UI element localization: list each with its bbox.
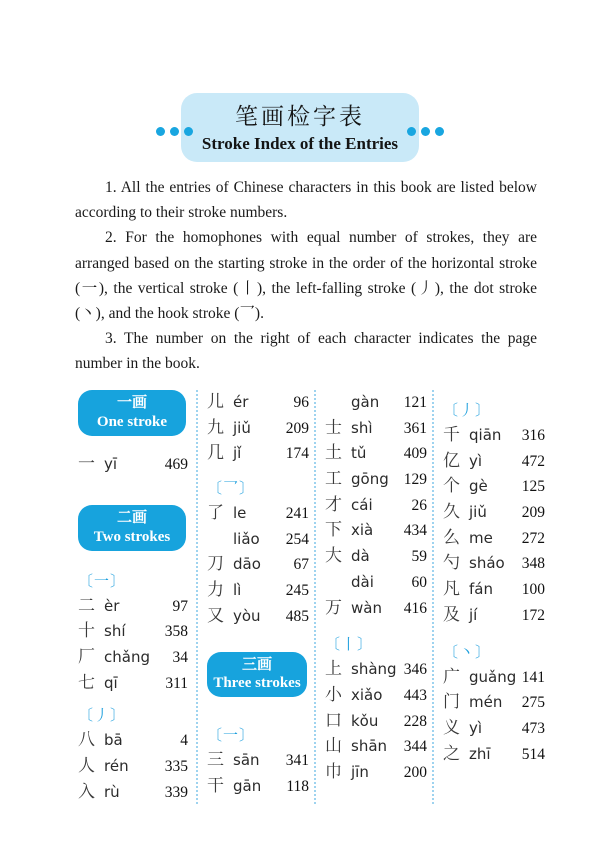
index-column-3 (314, 390, 432, 804)
index-entry (207, 748, 309, 774)
entry-pinyin: liǎo (233, 529, 260, 548)
entry-pinyin: yī (104, 454, 118, 473)
index-entry (443, 423, 545, 449)
entry-page-number: 272 (521, 529, 545, 547)
entry-pinyin: gàn (351, 393, 380, 411)
entry-page-number: 344 (403, 738, 427, 756)
entry-character: 入 (78, 781, 95, 802)
entry-pinyin: jiǔ (469, 503, 487, 522)
entry-page-number: 59 (411, 548, 427, 566)
entry-page-number: 96 (293, 394, 309, 411)
entry-page-number: 358 (164, 623, 188, 641)
entry-character: 七 (78, 672, 95, 693)
entry-page-number: 346 (403, 661, 427, 679)
badge-label-chinese: 二画 (116, 508, 147, 527)
entry-page-number: 121 (403, 394, 427, 411)
entry-page-number: 409 (403, 445, 427, 463)
entry-page-number: 434 (403, 522, 427, 540)
entry-page-number: 228 (403, 712, 427, 730)
entry-page-number: 348 (521, 555, 545, 573)
entry-pinyin: wàn (351, 598, 382, 617)
entry-character: 门 (443, 692, 460, 713)
intro-paragraph-3: 3. The number on the right of each character indicates the page number in the book. (75, 330, 537, 373)
entry-pinyin: xià (351, 521, 374, 540)
index-column-1 (78, 390, 196, 804)
index-entry (325, 493, 427, 519)
entry-pinyin: fán (469, 580, 493, 599)
entry-page-number: 241 (285, 505, 309, 523)
spacer (78, 477, 188, 505)
entry-character: 上 (325, 659, 342, 680)
spacer (78, 551, 188, 567)
entry-pinyin: jǐ (233, 444, 242, 463)
badge-label-english: One stroke (96, 413, 168, 430)
entry-page-number: 4 (180, 732, 188, 750)
badge-label-chinese: 三画 (241, 654, 272, 673)
entry-pinyin: shì (351, 418, 373, 437)
entry-pinyin: dāo (233, 555, 261, 574)
entry-pinyin: sháo (469, 554, 505, 573)
index-entry (325, 518, 427, 544)
entry-pinyin: tǔ (351, 444, 367, 463)
entry-pinyin: gè (469, 477, 488, 496)
entry-pinyin: mén (469, 693, 503, 712)
intro-paragraph-2: 2. For the homophones with equal number of strokes, they are arranged based on the starting stroke in the order of the horizontal stroke (一), the vertical stroke (丨), the left-falling stroke (丿), the dot stroke (丶), and the hook stroke (乛). (75, 229, 537, 323)
entry-page-number: 335 (164, 758, 188, 776)
entry-character: 儿 (207, 392, 224, 412)
entry-character: 久 (443, 502, 460, 523)
entry-pinyin: jí (469, 605, 478, 624)
entry-pinyin: xiǎo (351, 685, 383, 704)
entry-pinyin: jiǔ (233, 418, 251, 437)
entry-page-number: 200 (403, 763, 427, 781)
index-entry (207, 390, 309, 416)
spacer (207, 467, 309, 474)
entry-character: 勺 (443, 553, 460, 574)
entry-pinyin: qiān (469, 426, 502, 444)
index-entry (325, 709, 427, 735)
entry-page-number: 67 (293, 556, 309, 574)
index-entry (325, 467, 427, 493)
entry-page-number: 339 (164, 783, 188, 801)
spacer (207, 697, 309, 721)
entry-character: 口 (325, 710, 342, 731)
entry-pinyin: rù (104, 782, 120, 801)
index-entry (325, 570, 427, 596)
entry-character: 小 (325, 684, 342, 705)
spacer (207, 630, 309, 652)
entry-pinyin: shān (351, 737, 388, 756)
entry-pinyin: lì (233, 581, 242, 600)
entry-character: 干 (207, 775, 224, 796)
page-header (0, 93, 600, 162)
entry-character: 了 (207, 503, 224, 524)
stroke-index-table (78, 390, 550, 804)
index-column-2 (196, 390, 314, 804)
stroke-count-badge (207, 652, 307, 698)
entry-character: 巾 (325, 761, 342, 782)
entry-pinyin: dà (351, 547, 370, 566)
index-entry (207, 416, 309, 442)
entry-character: 广 (443, 666, 460, 687)
entry-pinyin: chǎng (104, 648, 150, 667)
entry-character: 下 (325, 520, 342, 541)
index-entry (443, 500, 545, 526)
entry-page-number: 209 (521, 504, 545, 522)
entry-page-number: 141 (521, 668, 545, 686)
spacer (443, 629, 545, 638)
entry-character: 及 (443, 604, 460, 625)
entry-character: 大 (325, 546, 342, 567)
entry-character: 一 (78, 453, 95, 474)
index-entry (325, 596, 427, 622)
index-column-4 (432, 390, 550, 804)
index-entry (207, 552, 309, 578)
entry-page-number: 443 (403, 686, 427, 704)
entry-pinyin: gān (233, 776, 262, 795)
entry-page-number: 316 (521, 427, 545, 444)
entry-page-number: 34 (172, 649, 188, 667)
index-entry (78, 594, 188, 620)
entry-page-number: 472 (521, 452, 545, 470)
entry-character: 万 (325, 597, 342, 618)
intro-paragraph-1: 1. All the entries of Chinese characters in this book are listed below according to their stroke numbers. (75, 179, 537, 222)
stroke-type-header: 〔一〕 (78, 571, 127, 590)
entry-character: 凡 (443, 579, 460, 600)
entry-character: 又 (207, 605, 224, 626)
entry-page-number: 174 (285, 445, 309, 463)
title-chinese: 笔画检字表 (235, 104, 365, 129)
entry-page-number: 100 (521, 581, 545, 599)
entry-page-number: 341 (285, 752, 309, 769)
entry-character: 几 (207, 443, 224, 464)
entry-character: 三 (207, 750, 224, 770)
entry-character: 刀 (207, 554, 224, 575)
index-entry (78, 754, 188, 780)
index-entry (443, 449, 545, 475)
index-entry (443, 690, 545, 716)
index-entry (78, 780, 188, 806)
index-entry (443, 474, 545, 500)
entry-character: 八 (78, 730, 95, 751)
index-entry (207, 527, 309, 553)
index-entry (325, 657, 427, 683)
entry-character: 才 (325, 494, 342, 515)
entry-character: 山 (325, 736, 342, 757)
stroke-count-badge (78, 390, 186, 436)
index-entry (78, 645, 188, 671)
entry-pinyin: sān (233, 751, 260, 769)
index-entry (325, 416, 427, 442)
stroke-count-badge (78, 505, 186, 551)
index-entry (78, 619, 188, 645)
entry-page-number: 118 (286, 777, 309, 795)
entry-character: 么 (443, 527, 460, 548)
index-entry (325, 390, 427, 416)
entry-pinyin: jīn (351, 762, 369, 781)
index-entry (443, 551, 545, 577)
index-entry (207, 441, 309, 467)
entry-character: 义 (443, 717, 460, 738)
index-entry (207, 501, 309, 527)
index-entry (78, 452, 188, 478)
entry-character: 之 (443, 743, 460, 764)
entry-page-number: 209 (285, 419, 309, 437)
entry-pinyin: le (233, 504, 247, 523)
entry-character: 工 (325, 469, 342, 490)
entry-pinyin: èr (104, 596, 120, 615)
entry-page-number: 469 (164, 455, 188, 473)
entry-pinyin: shí (104, 622, 126, 641)
entry-page-number: 485 (285, 607, 309, 625)
index-entry (207, 774, 309, 800)
entry-page-number: 172 (521, 606, 545, 624)
entry-page-number: 311 (165, 674, 188, 692)
entry-pinyin: shàng (351, 660, 397, 679)
entry-character: 九 (207, 417, 224, 438)
index-entry (325, 760, 427, 786)
entry-character: 个 (443, 476, 460, 497)
index-entry (325, 734, 427, 760)
entry-pinyin: ér (233, 393, 249, 411)
entry-character: 厂 (78, 647, 95, 668)
index-entry (78, 728, 188, 754)
entry-page-number: 97 (172, 597, 188, 615)
title-english: Stroke Index of the Entries (201, 134, 399, 153)
entry-page-number: 125 (521, 478, 545, 496)
entry-pinyin: rén (104, 757, 129, 776)
entry-pinyin: yì (469, 451, 483, 470)
index-entry (443, 603, 545, 629)
entry-pinyin: cái (351, 495, 373, 514)
entry-character: 十 (78, 621, 95, 642)
index-entry (443, 577, 545, 603)
index-entry (443, 742, 545, 768)
entry-pinyin: gōng (351, 470, 389, 489)
index-entry (207, 604, 309, 630)
index-entry (325, 683, 427, 709)
ellipsis-dots-icon (407, 127, 444, 136)
stroke-type-header: 〔丿〕 (78, 706, 127, 725)
entry-pinyin: yòu (233, 606, 261, 625)
stroke-type-header: 〔丿〕 (443, 401, 492, 419)
entry-page-number: 275 (521, 694, 545, 712)
entry-pinyin: bā (104, 731, 123, 750)
ellipsis-dots-icon (156, 127, 193, 136)
entry-page-number: 361 (403, 419, 427, 437)
entry-page-number: 245 (285, 582, 309, 600)
entry-pinyin: qī (104, 673, 118, 692)
entry-character: 土 (325, 443, 342, 464)
entry-pinyin: kǒu (351, 711, 379, 730)
entry-pinyin: me (469, 528, 493, 547)
index-entry (78, 671, 188, 697)
index-entry (207, 578, 309, 604)
entry-character: 千 (443, 425, 460, 445)
entry-character: 力 (207, 580, 224, 601)
entry-page-number: 254 (285, 530, 309, 548)
badge-label-english: Two strokes (93, 528, 171, 545)
entry-page-number: 416 (403, 599, 427, 617)
entry-page-number: 26 (411, 496, 427, 514)
stroke-type-header: 〔乛〕 (207, 479, 256, 498)
entry-pinyin: dài (351, 572, 374, 591)
entry-page-number: 473 (521, 719, 545, 737)
index-entry (325, 441, 427, 467)
stroke-type-header: 〔一〕 (207, 726, 256, 744)
index-entry (443, 716, 545, 742)
spacer (78, 436, 188, 452)
badge-label-chinese: 一画 (116, 393, 147, 411)
title-banner (181, 93, 419, 162)
entry-character: 人 (78, 756, 95, 777)
stroke-type-header: 〔丨〕 (325, 635, 374, 654)
entry-pinyin: guǎng (469, 667, 517, 686)
entry-page-number: 129 (403, 471, 427, 489)
index-entry (325, 544, 427, 570)
entry-pinyin: zhī (469, 744, 491, 763)
index-entry (443, 665, 545, 691)
spacer (325, 621, 427, 630)
stroke-type-header: 〔丶〕 (443, 642, 492, 661)
entry-character: 二 (78, 595, 95, 616)
index-entry (443, 526, 545, 552)
intro-section (75, 175, 537, 377)
entry-character: 士 (325, 417, 342, 438)
entry-character: 亿 (443, 450, 460, 471)
entry-page-number: 514 (521, 745, 545, 763)
badge-label-english: Three strokes (213, 675, 301, 691)
entry-pinyin: yì (469, 718, 483, 737)
entry-page-number: 60 (411, 573, 427, 591)
